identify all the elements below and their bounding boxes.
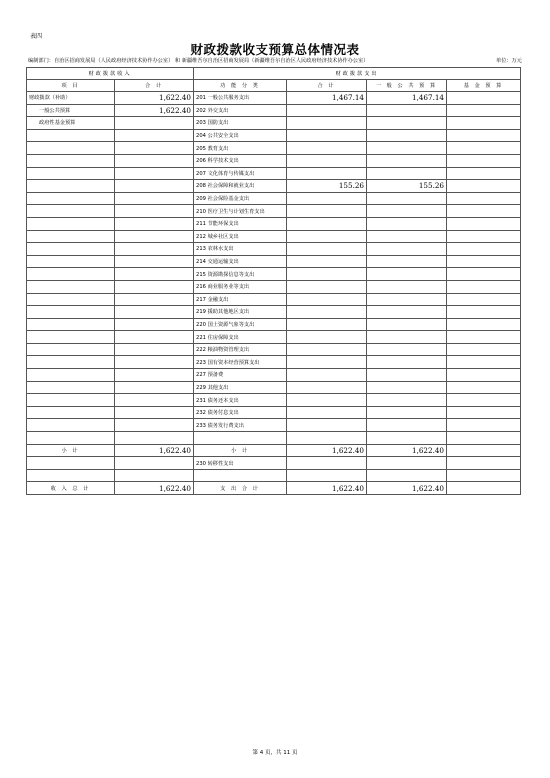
income-value	[115, 318, 194, 331]
income-item	[27, 180, 115, 193]
expense-general	[367, 356, 447, 369]
grand-total: 1,622.40	[287, 482, 367, 495]
expense-general	[367, 230, 447, 243]
income-value	[115, 255, 194, 268]
expense-total	[287, 406, 367, 419]
expense-fund	[447, 180, 521, 193]
income-value	[115, 192, 194, 205]
subtotal-general: 1,622.40	[367, 444, 447, 457]
table-row	[27, 230, 521, 243]
empty-cell	[287, 457, 367, 470]
expense-fund	[447, 280, 521, 293]
expense-fund	[447, 104, 521, 117]
table-row	[27, 280, 521, 293]
table-row	[27, 129, 521, 142]
expense-func: 229 其他支出	[194, 381, 287, 394]
income-value	[115, 243, 194, 256]
transfer-row	[27, 457, 521, 470]
income-value	[115, 356, 194, 369]
expense-general	[367, 117, 447, 130]
expense-general	[367, 293, 447, 306]
expense-func: 227 预备费	[194, 369, 287, 382]
income-item	[27, 243, 115, 256]
income-value	[115, 117, 194, 130]
income-item	[27, 167, 115, 180]
empty-cell	[115, 469, 194, 482]
expense-total	[287, 104, 367, 117]
expense-total: 1,467.14	[287, 92, 367, 105]
table-row	[27, 318, 521, 331]
expense-fund	[447, 432, 521, 445]
page-title: 财政拨款收支预算总体情况表	[190, 42, 360, 57]
unit-label: 单位：万元	[496, 58, 522, 64]
subtotal-row	[27, 444, 521, 457]
expense-total	[287, 255, 367, 268]
income-value	[115, 419, 194, 432]
empty-cell	[447, 469, 521, 482]
table-row	[27, 167, 521, 180]
expense-func: 223 国有资本经营预算支出	[194, 356, 287, 369]
subtotal-total: 1,622.40	[287, 444, 367, 457]
expense-func: 209 社会保险基金支出	[194, 192, 287, 205]
expense-total	[287, 230, 367, 243]
expense-general	[367, 419, 447, 432]
expense-fund	[447, 406, 521, 419]
expense-general	[367, 306, 447, 319]
grand-income-value: 1,622.40	[115, 482, 194, 495]
expense-general	[367, 129, 447, 142]
subtotal-fund	[447, 444, 521, 457]
expense-total	[287, 381, 367, 394]
expense-fund	[447, 205, 521, 218]
expense-total	[287, 154, 367, 167]
income-item	[27, 217, 115, 230]
col-func: 功 能 分 类	[194, 80, 287, 92]
expense-general	[367, 394, 447, 407]
income-item	[27, 331, 115, 344]
expense-fund	[447, 394, 521, 407]
expense-fund	[447, 331, 521, 344]
income-value: 1,622.40	[115, 104, 194, 117]
expense-fund	[447, 129, 521, 142]
expense-fund	[447, 167, 521, 180]
income-item	[27, 280, 115, 293]
expense-general	[367, 154, 447, 167]
expense-general	[367, 432, 447, 445]
expense-fund	[447, 154, 521, 167]
table-row	[27, 394, 521, 407]
expense-fund	[447, 381, 521, 394]
expense-total	[287, 117, 367, 130]
expense-general: 155.26	[367, 180, 447, 193]
blank-row	[27, 469, 521, 482]
expense-func: 221 住房保障支出	[194, 331, 287, 344]
empty-cell	[287, 469, 367, 482]
grand-income-label: 收 入 总 计	[27, 482, 115, 495]
expense-func: 204 公共安全支出	[194, 129, 287, 142]
grand-fund	[447, 482, 521, 495]
expense-func: 205 教育支出	[194, 142, 287, 155]
expense-fund	[447, 142, 521, 155]
expense-fund	[447, 318, 521, 331]
grand-total-row	[27, 482, 521, 495]
table-row	[27, 104, 521, 117]
expense-total	[287, 293, 367, 306]
col-fund: 基 金 预 算	[447, 80, 521, 92]
expense-func: 202 外交支出	[194, 104, 287, 117]
expense-total	[287, 167, 367, 180]
income-value	[115, 280, 194, 293]
income-item: 政府性基金预算	[27, 117, 115, 130]
expense-func: 214 交通运输支出	[194, 255, 287, 268]
expense-total	[287, 129, 367, 142]
income-item	[27, 205, 115, 218]
expense-total	[287, 142, 367, 155]
income-item	[27, 306, 115, 319]
expense-func: 231 债务还本支出	[194, 394, 287, 407]
expense-total	[287, 419, 367, 432]
expense-fund	[447, 217, 521, 230]
expense-total	[287, 356, 367, 369]
income-item	[27, 230, 115, 243]
table-row	[27, 381, 521, 394]
col-total: 合 计	[115, 80, 194, 92]
expense-total: 155.26	[287, 180, 367, 193]
income-item	[27, 432, 115, 445]
expense-fund	[447, 243, 521, 256]
expense-func: 217 金融支出	[194, 293, 287, 306]
col-item: 项 目	[27, 80, 115, 92]
dept-label: 编制部门：自治区招商发展局（人民政府经济技术协作办公室） 和 新疆维吾尔自治区招商发展局（新疆维吾尔自治区人民政府经济技术协作办公室）	[28, 58, 369, 64]
table-row	[27, 92, 521, 105]
col-general: 一 般 公 共 预 算	[367, 80, 447, 92]
table-row	[27, 217, 521, 230]
budget-table	[26, 67, 521, 495]
expense-general	[367, 167, 447, 180]
expense-general	[367, 217, 447, 230]
empty-cell	[27, 469, 115, 482]
expense-func: 207 文化体育与传媒支出	[194, 167, 287, 180]
income-value	[115, 306, 194, 319]
expense-general	[367, 369, 447, 382]
expense-fund	[447, 369, 521, 382]
income-value	[115, 205, 194, 218]
expense-total	[287, 243, 367, 256]
expense-fund	[447, 419, 521, 432]
expense-total	[287, 432, 367, 445]
expense-func: 203 国防支出	[194, 117, 287, 130]
grand-exp-label: 支 出 合 计	[194, 482, 287, 495]
income-value	[115, 331, 194, 344]
table-row	[27, 306, 521, 319]
expense-func: 210 医疗卫生与计划生育支出	[194, 205, 287, 218]
income-item	[27, 381, 115, 394]
income-value	[115, 432, 194, 445]
expense-general	[367, 331, 447, 344]
expense-func: 233 债务发行费支出	[194, 419, 287, 432]
table-row	[27, 369, 521, 382]
empty-cell	[367, 469, 447, 482]
table-number: 表四	[30, 33, 43, 40]
expense-total	[287, 192, 367, 205]
expense-func	[194, 432, 287, 445]
expense-general	[367, 192, 447, 205]
income-value	[115, 394, 194, 407]
expense-fund	[447, 192, 521, 205]
expense-func: 216 商业服务业等支出	[194, 280, 287, 293]
income-item	[27, 419, 115, 432]
empty-cell	[27, 457, 115, 470]
income-value	[115, 369, 194, 382]
table-row	[27, 142, 521, 155]
expense-fund	[447, 268, 521, 281]
table-row	[27, 243, 521, 256]
income-value	[115, 142, 194, 155]
table-row	[27, 180, 521, 193]
expense-total	[287, 331, 367, 344]
expense-func: 201 一般公共服务支出	[194, 92, 287, 105]
income-item	[27, 268, 115, 281]
expense-func: 206 科学技术支出	[194, 154, 287, 167]
table-row	[27, 293, 521, 306]
income-item	[27, 154, 115, 167]
income-value	[115, 180, 194, 193]
expense-fund	[447, 293, 521, 306]
income-item	[27, 293, 115, 306]
income-value	[115, 381, 194, 394]
expense-func: 208 社会保障和就业支出	[194, 180, 287, 193]
income-item	[27, 356, 115, 369]
expense-fund	[447, 117, 521, 130]
income-value	[115, 343, 194, 356]
expense-general	[367, 280, 447, 293]
income-value	[115, 167, 194, 180]
expense-general	[367, 142, 447, 155]
expense-general	[367, 381, 447, 394]
income-value	[115, 154, 194, 167]
table-row	[27, 331, 521, 344]
expense-total	[287, 318, 367, 331]
income-value	[115, 217, 194, 230]
col-total2: 合 计	[287, 80, 367, 92]
expense-func: 219 援助其他地区支出	[194, 306, 287, 319]
empty-cell	[447, 457, 521, 470]
income-value	[115, 406, 194, 419]
expense-fund	[447, 230, 521, 243]
table-row	[27, 268, 521, 281]
empty-cell	[194, 469, 287, 482]
expense-total	[287, 394, 367, 407]
income-item	[27, 142, 115, 155]
expense-total	[287, 205, 367, 218]
expense-total	[287, 343, 367, 356]
expense-fund	[447, 343, 521, 356]
expense-general	[367, 243, 447, 256]
table-row	[27, 205, 521, 218]
table-row	[27, 192, 521, 205]
expense-func: 232 债务付息支出	[194, 406, 287, 419]
income-value	[115, 268, 194, 281]
income-item	[27, 406, 115, 419]
table-row	[27, 419, 521, 432]
expense-total	[287, 280, 367, 293]
expense-total	[287, 369, 367, 382]
income-item	[27, 318, 115, 331]
income-header: 财政拨款收入	[27, 68, 194, 80]
expense-func: 212 城乡社区支出	[194, 230, 287, 243]
income-value: 1,622.40	[115, 92, 194, 105]
income-item: 财政拨款（补助）	[27, 92, 115, 105]
expense-fund	[447, 255, 521, 268]
table-row	[27, 343, 521, 356]
transfer-label: 230 转移性支出	[194, 457, 287, 470]
grand-general: 1,622.40	[367, 482, 447, 495]
income-item	[27, 192, 115, 205]
subtotal-exp-label: 小 计	[194, 444, 287, 457]
table-row	[27, 356, 521, 369]
expense-fund	[447, 92, 521, 105]
income-item	[27, 255, 115, 268]
income-item	[27, 394, 115, 407]
expense-func: 222 粮油物资管理支出	[194, 343, 287, 356]
meta-row	[28, 57, 522, 66]
expense-total	[287, 268, 367, 281]
expense-general	[367, 406, 447, 419]
income-item: 一般公共预算	[27, 104, 115, 117]
income-value	[115, 230, 194, 243]
table-row	[27, 154, 521, 167]
table-row	[27, 432, 521, 445]
empty-cell	[115, 457, 194, 470]
expense-func: 220 国土资源气象等支出	[194, 318, 287, 331]
expense-fund	[447, 306, 521, 319]
subtotal-income: 1,622.40	[115, 444, 194, 457]
expense-general: 1,467.14	[367, 92, 447, 105]
page-footer: 第 4 页，共 11 页	[252, 750, 298, 756]
expense-general	[367, 205, 447, 218]
expense-general	[367, 318, 447, 331]
income-item	[27, 129, 115, 142]
income-item	[27, 369, 115, 382]
income-item	[27, 343, 115, 356]
empty-cell	[367, 457, 447, 470]
expense-total	[287, 306, 367, 319]
income-value	[115, 129, 194, 142]
table-row	[27, 255, 521, 268]
table-row	[27, 406, 521, 419]
expense-general	[367, 104, 447, 117]
expense-general	[367, 268, 447, 281]
expense-func: 215 资源勘探信息等支出	[194, 268, 287, 281]
subtotal-label: 小 计	[27, 444, 115, 457]
expense-general	[367, 343, 447, 356]
expense-func: 211 节能环保支出	[194, 217, 287, 230]
expense-fund	[447, 356, 521, 369]
expense-func: 213 农林水支出	[194, 243, 287, 256]
income-value	[115, 293, 194, 306]
expense-total	[287, 217, 367, 230]
expense-header: 财政拨款支出	[194, 68, 521, 80]
table-row	[27, 117, 521, 130]
expense-general	[367, 255, 447, 268]
